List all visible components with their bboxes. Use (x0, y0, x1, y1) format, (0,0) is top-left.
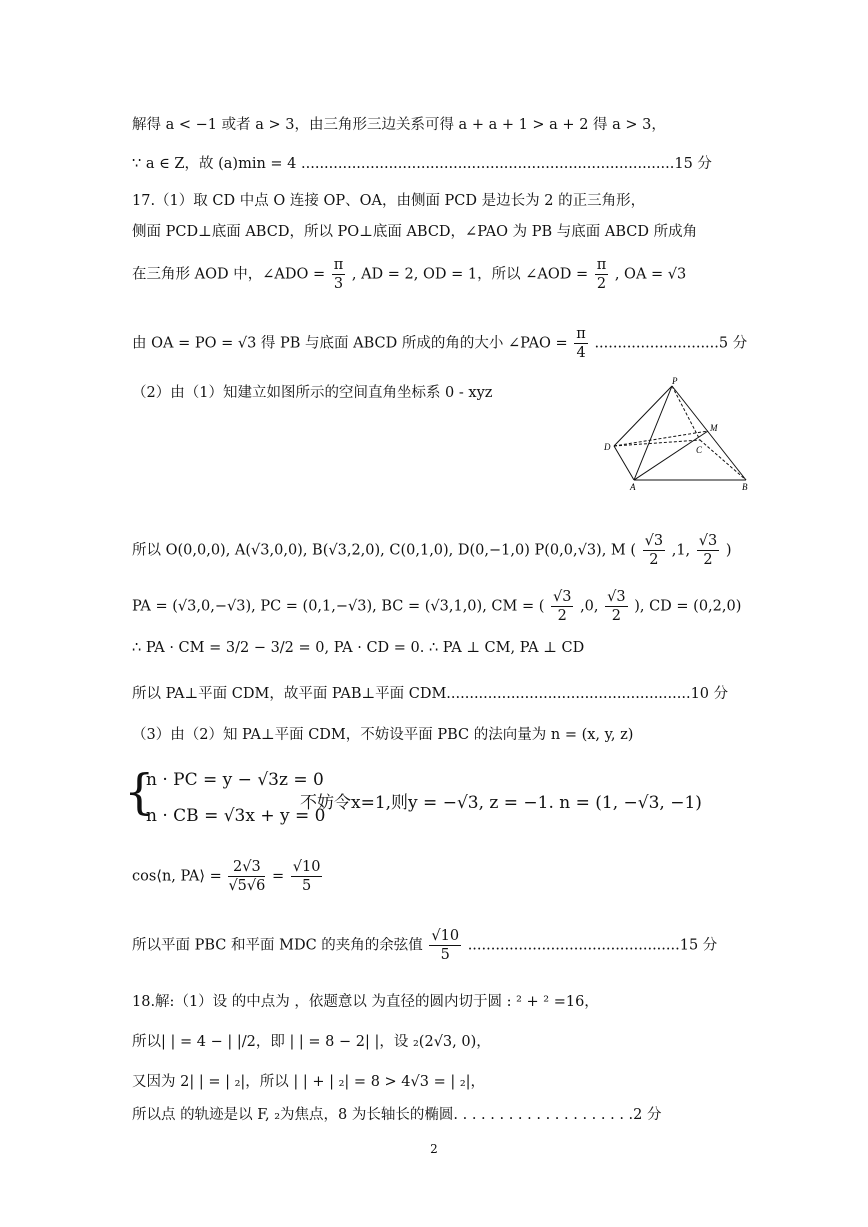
line-9-text-b: ,0, (580, 598, 599, 615)
line-9-text-c: ), CD = (0,2,0) (634, 598, 742, 615)
line-8-text-a: 所以 O(0,0,0), A(√3,0,0), B(√3,2,0), C(0,1,0), D(0,−1,0) P(0,0,√3), M ( (132, 542, 637, 559)
line-14 (132, 858, 324, 895)
frac-sqrt10-5-a: $\frac{√10}{5}$ (292, 859, 321, 894)
system-brace: { (124, 764, 155, 820)
line-17: 所以| | = 4 − | |/2，即 | | = 8 − 2| |，设 ₂(2√3, 0)， (132, 1034, 491, 1050)
frac-sqrt3-2-c: $\frac{√3}{2}$ (552, 589, 572, 624)
label-b: B (742, 482, 748, 492)
line-5-text-c: , OA = √3 (614, 266, 687, 283)
label-p: P (672, 376, 678, 386)
frac-pi-4: $\frac{\pi}{4}$ (576, 326, 586, 361)
line-9 (132, 588, 741, 625)
pyramid-figure (600, 376, 760, 496)
line-7: （2）由（1）知建立如图所示的空间直角坐标系 0 - xyz (132, 385, 493, 401)
line-16: 18.解:（1）设 的中点为 ，依题意以 为直径的圆内切于圆 : ² + ² =16， (132, 994, 599, 1010)
line-8-text-c: ) (725, 542, 732, 559)
frac-sqrt3-2-b: $\frac{√3}{2}$ (698, 533, 718, 568)
line-6-text-b: ...........................5 分 (594, 335, 748, 352)
line-6 (132, 325, 747, 362)
label-m: M (710, 423, 718, 433)
frac-sqrt10-5-b: $\frac{√10}{5}$ (431, 928, 460, 963)
line-11: 所以 PA⊥平面 CDM，故平面 PAB⊥平面 CDM.....................................................10 分 (132, 686, 729, 702)
line-19: 所以点 的轨迹是以 F, ₂为焦点，8 为长轴长的椭圆. . . . . . . . . . . . . . . . . . . .2 分 (132, 1107, 662, 1123)
line-5-text-b: , AD = 2, OD = 1，所以 ∠AOD = (351, 266, 589, 283)
line-8-text-b: ,1, (671, 542, 691, 559)
line-13a: n · PC = y − √3z = 0 (146, 770, 324, 790)
line-4: 侧面 PCD⊥底面 ABCD，所以 PO⊥底面 ABCD，∠PAO 为 PB 与底面 ABCD 所成角 (132, 224, 698, 240)
frac-pi-3: $\frac{\pi}{3}$ (333, 257, 344, 292)
frac-sqrt3-2-a: $\frac{√3}{2}$ (644, 533, 664, 568)
line-15 (132, 927, 717, 964)
label-d: D (604, 442, 611, 452)
page-number: 2 (430, 1142, 438, 1156)
line-13c: 不妨令x=1,则y = −√3, z = −1. n = (1, −√3, −1) (300, 793, 702, 813)
frac-pi-2: $\frac{\pi}{2}$ (596, 257, 607, 292)
eq-sign: = (271, 868, 285, 885)
line-9-text-a: PA = (√3,0,−√3), PC = (0,1,−√3), BC = (√3,1,0), CM = ( (132, 598, 545, 615)
line-6-text-a: 由 OA = PO = √3 得 PB 与底面 ABCD 所成的角的大小 ∠PAO = (132, 335, 568, 352)
frac-sqrt3-2-d: $\frac{√3}{2}$ (607, 589, 626, 624)
label-c: C (696, 445, 703, 455)
line-14-text-a: cos⟨n, PA⟩ = (132, 868, 222, 885)
line-3: 17.（1）取 CD 中点 O 连接 OP、OA，由侧面 PCD 是边长为 2 的正三角形， (132, 193, 646, 209)
line-5-text-a: 在三角形 AOD 中，∠ADO = (132, 266, 326, 283)
line-13b: n · CB = √3x + y = 0 (146, 806, 326, 826)
line-5 (132, 256, 686, 293)
line-15-text-a: 所以平面 PBC 和平面 MDC 的夹角的余弦值 (132, 937, 423, 954)
line-18: 又因为 2| | = | ₂|，所以 | | + | ₂| = 8 > 4√3 = | ₂|， (132, 1074, 486, 1090)
frac-cos: $\frac{2√3}{√5√6}$ (228, 859, 266, 894)
line-8 (132, 532, 732, 569)
line-15-text-b: ..............................................15 分 (467, 937, 718, 954)
line-12: （3）由（2）知 PA⊥平面 CDM，不妨设平面 PBC 的法向量为 n = (x, y, z) (132, 727, 634, 743)
label-a: A (630, 482, 636, 492)
line-1: 解得 a < −1 或者 a > 3，由三角形三边关系可得 a + a + 1 > a + 2 得 a > 3， (132, 117, 666, 133)
line-2: ∵ a ∈ Z，故 (a)min = 4 .................................................................................15 分 (132, 156, 712, 172)
line-10: ∴ PA · CM = 3/2 − 3/2 = 0, PA · CD = 0. ∴ PA ⊥ CM, PA ⊥ CD (132, 640, 585, 656)
